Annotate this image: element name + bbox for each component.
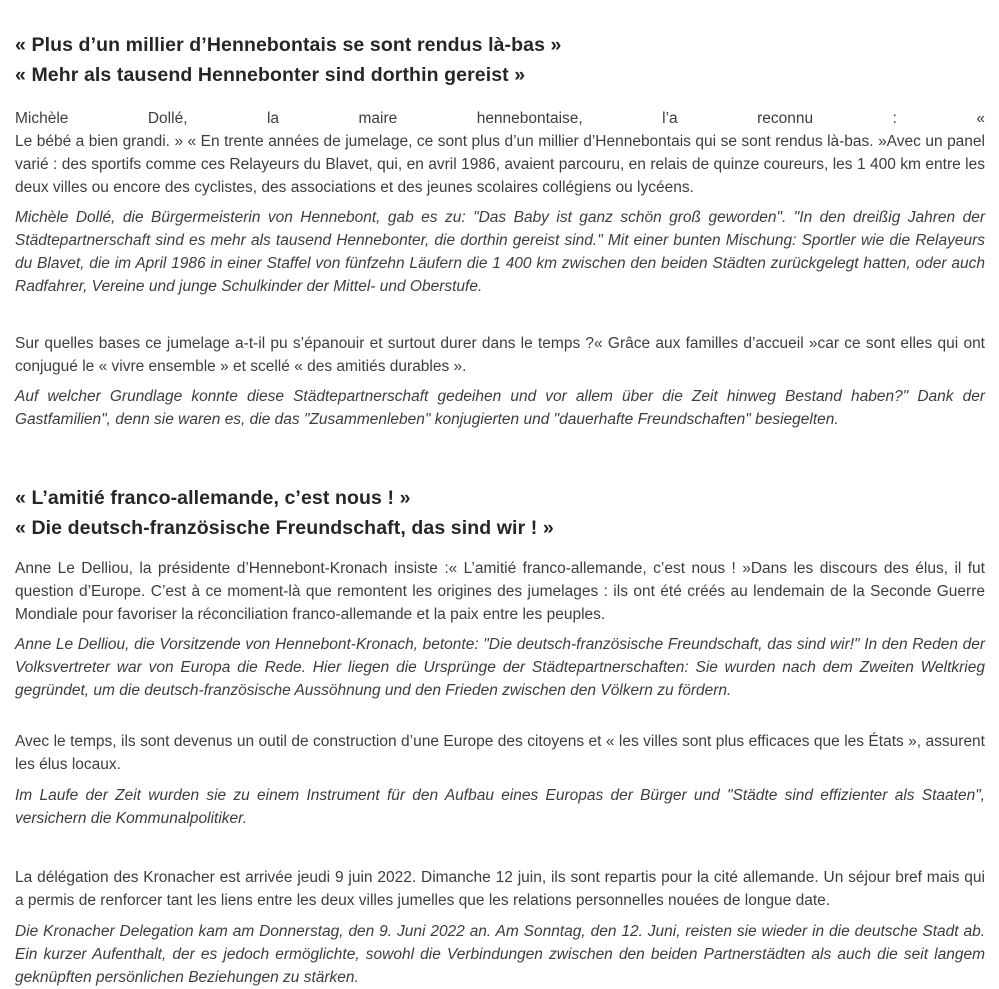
paragraph-de-4: Im Laufe der Zeit wurden sie zu einem Instrument für den Aufbau eines Europas der Bürger und "Städte sind effizienter als Staaten", versichern die Kommunalpolitiker. bbox=[15, 787, 985, 827]
section-1-heading-de: « Mehr als tausend Hennebonter sind dorthin gereist » bbox=[15, 64, 526, 86]
paragraph-fr-1-forced-first-line: Michèle Dollé, la maire hennebontaise, l’a reconnu : « bbox=[15, 110, 985, 127]
paragraph-fr-2: Sur quelles bases ce jumelage a-t-il pu s’épanouir et surtout durer dans le temps ?« Grâce aux familles d’accueil »car ce sont elles qui ont conjugué le « vivre ensemble » et scellé « des amitiés durables ». bbox=[15, 335, 985, 375]
paragraph-de-2: Auf welcher Grundlage konnte diese Städtepartnerschaft gedeihen und vor allem über die Zeit hinweg Bestand haben?" Dank der Gastfamilien", denn sie waren es, die das "Zusammenleben" konjugierten und "dauerhafte Freundschaften" besiegelten. bbox=[15, 388, 985, 428]
paragraph-fr-1-body: Le bébé a bien grandi. » « En trente années de jumelage, ce sont plus d’un millier d’Hennebontais qui se sont rendus là-bas. »Avec un panel varié : des sportifs comme ces Relayeurs du Blavet, qui, en avril 1986, avaient parcouru, en relais de quinze coureurs, les 1 400 km entre les deux villes ou encore des cyclistes, des associations et des jeunes scolaires collégiens ou lycéens. bbox=[15, 133, 985, 196]
section-2-heading-group bbox=[15, 483, 985, 543]
paragraph-de-1: Michèle Dollé, die Bürgermeisterin von Hennebont, gab es zu: "Das Baby ist ganz schön groß geworden". "In den dreißig Jahren der Städtepartnerschaft sind es mehr als tausend Hennebonter, die dorthin gereist sind." Mit einer bunten Mischung: Sportler wie die Relayeurs du Blavet, die im April 1986 in einer Staffel von fünfzehn Läufern die 1 400 km zwischen den beiden Städten zurückgelegt hatten, oder auch Radfahrer, Vereine und junge Schulkinder der Mittel- und Oberstufe. bbox=[15, 209, 985, 295]
paragraph-de-3: Anne Le Delliou, die Vorsitzende von Hennebont-Kronach, betonte: "Die deutsch-französische Freundschaft, das sind wir!" In den Reden der Volksvertreter war von Europa die Rede. Hier liegen die Ursprünge der Städtepartnerschaften: Sie wurden nach dem Zweiten Weltkrieg gegründet, um die deutsch-französische Aussöhnung und den Frieden zwischen den Völkern zu fördern. bbox=[15, 636, 985, 699]
paragraph-fr-5: La délégation des Kronacher est arrivée jeudi 9 juin 2022. Dimanche 12 juin, ils sont repartis pour la cité allemande. Un séjour bref mais qui a permis de renforcer tant les liens entre les deux villes jumelles que les relations personnelles nouées de longue date. bbox=[15, 869, 985, 909]
paragraph-de-5: Die Kronacher Delegation kam am Donnerstag, den 9. Juni 2022 an. Am Sonntag, den 12. Juni, reisten sie wieder in die deutsche Stadt ab. Ein kurzer Aufenthalt, der es jedoch ermöglichte, sowohl die Verbindungen zwischen den beiden Partnerstädten als auch die seit langem geknüpften persönlichen Beziehungen zu stärken. bbox=[15, 923, 985, 986]
article bbox=[0, 30, 999, 989]
paragraph-fr-3: Anne Le Delliou, la présidente d’Hennebont-Kronach insiste :« L’amitié franco-allemande, c’est nous ! »Dans les discours des élus, il fut question d’Europe. C’est à ce moment-là que remontent les origines des jumelages : ils ont été créés au lendemain de la Seconde Guerre Mondiale pour favoriser la réconciliation franco-allemande et la paix entre les peuples. bbox=[15, 560, 985, 623]
section-1-heading-fr: « Plus d’un millier d’Hennebontais se sont rendus là-bas » bbox=[15, 34, 562, 56]
section-2-heading-de: « Die deutsch-französische Freundschaft, das sind wir ! » bbox=[15, 517, 554, 539]
section-2-heading-fr: « L’amitié franco-allemande, c’est nous ! » bbox=[15, 487, 411, 509]
paragraph-fr-4: Avec le temps, ils sont devenus un outil de construction d’une Europe des citoyens et « les villes sont plus efficaces que les États », assurent les élus locaux. bbox=[15, 733, 985, 773]
paragraph-fr-1 bbox=[15, 107, 985, 199]
section-1-heading-group bbox=[15, 30, 985, 90]
